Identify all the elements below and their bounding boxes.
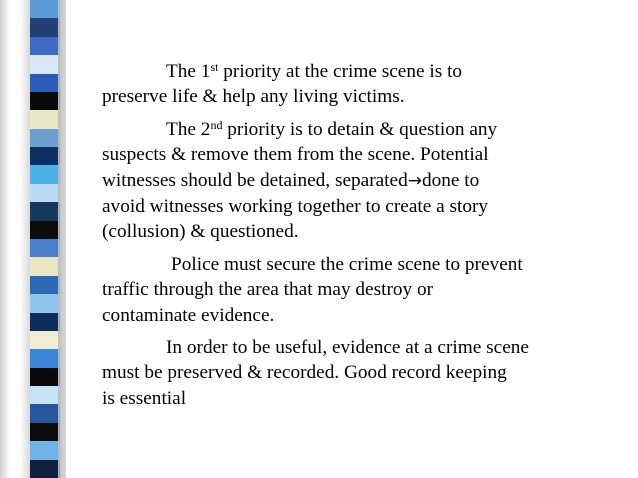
- p1-pre: The 1: [166, 61, 211, 82]
- stripe-block: [30, 294, 60, 313]
- p3-first: Police must secure the crime scene to prevent: [171, 253, 523, 275]
- stripe-block: [30, 129, 60, 148]
- stripe-shadow: [58, 0, 66, 478]
- stripe-block: [30, 202, 60, 221]
- stripe-block: [30, 368, 60, 387]
- stripe-block: [30, 184, 60, 203]
- paragraph-first-priority: [102, 59, 602, 110]
- stripe-block: [30, 257, 60, 276]
- p2-rest: suspects & remove them from the scene. Potential: [102, 144, 489, 166]
- p3-line2: traffic through the area that may destroy or: [102, 279, 434, 301]
- stripe-block: [30, 441, 60, 460]
- stripe-block: [30, 331, 60, 350]
- paragraph-second-priority: [102, 117, 602, 245]
- p4-line3: is essential: [102, 387, 187, 409]
- stripe-block: [30, 239, 60, 258]
- stripe-block: [30, 74, 60, 93]
- stripe-block: [30, 423, 60, 442]
- stripe-block: [30, 55, 60, 74]
- p4-line2: must be preserved & recorded. Good record keeping: [102, 362, 507, 384]
- stripe-block: [30, 37, 60, 56]
- stripe-block: [30, 110, 60, 129]
- p3-line3: contaminate evidence.: [102, 304, 275, 326]
- paragraph-evidence: [102, 335, 602, 411]
- stripe-block: [30, 404, 60, 423]
- p2-pre: The 2: [166, 118, 211, 140]
- p2-post: priority is to detain & question any: [222, 118, 498, 140]
- stripe-block: [30, 386, 60, 405]
- paragraph-police-secure: [102, 252, 602, 328]
- decorative-stripe: [0, 0, 66, 478]
- stripe-block: [30, 0, 60, 19]
- p2-line3b: done to: [421, 169, 480, 191]
- arrow-icon: →: [407, 170, 422, 191]
- p1-sup: st: [210, 60, 219, 74]
- stripe-block: [30, 165, 60, 184]
- p1-post: priority at the crime scene is to: [218, 61, 463, 82]
- stripe-block: [30, 276, 60, 295]
- slide-body: [102, 59, 602, 418]
- p2-line3a: witnesses should be detained, separated: [102, 169, 408, 191]
- stripe-block: [30, 349, 60, 368]
- stripe-block: [30, 92, 60, 111]
- stripe-block: [30, 18, 60, 37]
- p1-rest: preserve life & help any living victims.: [102, 86, 405, 108]
- stripe-block: [30, 313, 60, 332]
- stripe-block: [30, 460, 60, 478]
- p2-sup: nd: [210, 117, 223, 132]
- p2-line4: avoid witnesses working together to create a story: [102, 196, 489, 218]
- p4-first: In order to be useful, evidence at a crime scene: [166, 337, 529, 359]
- stripe-block: [30, 221, 60, 240]
- stripe-block: [30, 147, 60, 166]
- p2-line5: (collusion) & questioned.: [102, 221, 299, 243]
